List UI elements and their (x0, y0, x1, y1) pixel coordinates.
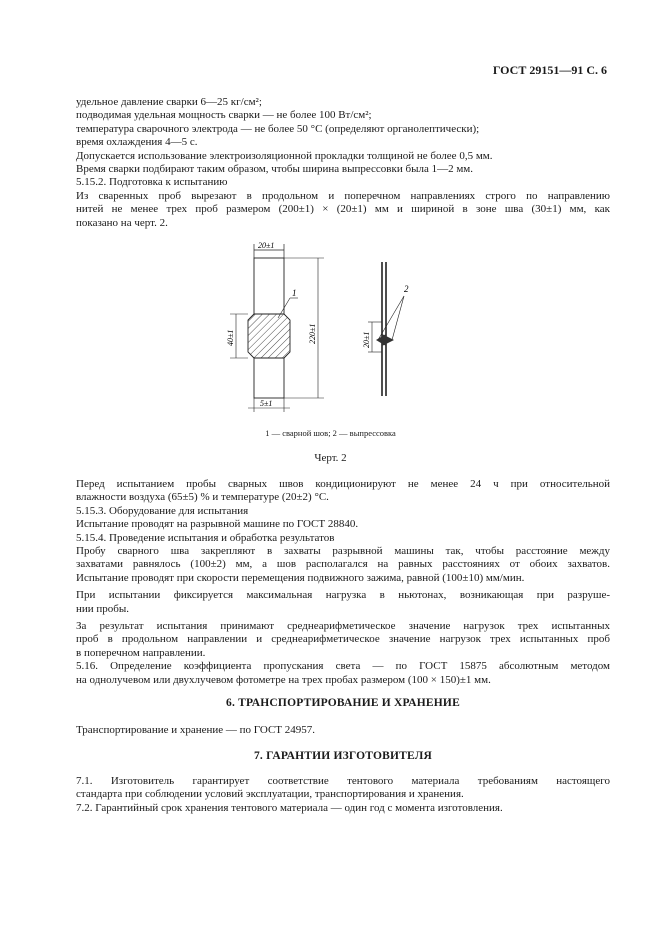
subsection-heading: 5.15.4. Проведение испытания и обработка результатов (76, 531, 335, 544)
callout-1: 1 (292, 288, 297, 298)
text-line: нии пробы. (76, 602, 130, 615)
text-line: Из сваренных проб вырезают в продольном и поперечном направлениях строго по направлению (76, 189, 610, 202)
text-line: Испытание проводят при скорости перемещения подвижного зажима, равной (100±10) мм/мин. (76, 571, 525, 584)
dim-side-label: 20±1 (362, 331, 371, 348)
subsection-heading: 5.15.2. Подготовка к испытанию (76, 176, 228, 189)
text-line: удельное давление сварки 6—25 кг/см²; (76, 96, 262, 108)
text-line: в поперечном направлении. (76, 646, 206, 659)
text-line: температура сварочного электрода — не более 50 °С (определяют органолептически); (76, 122, 480, 135)
text-line: на однолучевом или двухлучевом фотометре на трех пробах размером (100 × 150)±1 мм. (76, 673, 491, 686)
figure-legend: 1 — сварной шов; 2 — выпрессовка (265, 428, 396, 438)
section-7-block (76, 775, 610, 815)
dim-left-label: 40±1 (226, 329, 235, 346)
testing-block (76, 478, 610, 687)
text-line: Допускается использование электроизоляционной прокладки толщиной не более 0,5 мм. (76, 149, 493, 162)
specimen-drawing-svg (220, 236, 440, 446)
text-line: Пробу сварного шва закрепляют в захваты разрывной машины так, чтобы расстояние между (76, 545, 610, 558)
section-6-text: Транспортирование и хранение — по ГОСТ 24957. (76, 724, 316, 736)
section-6-title: 6. ТРАНСПОРТИРОВАНИЕ И ХРАНЕНИЕ (226, 697, 460, 709)
text-line: время охлаждения 4—5 с. (76, 136, 198, 149)
specimen-drawing (220, 236, 440, 446)
text-line: проб в продольном направлении и среднеарифметическое значение нагрузок трех испытанных проб (76, 633, 610, 646)
text-line: 7.2. Гарантийный срок хранения тентового материала — один год с момента изготовления. (76, 801, 503, 814)
text-line: нитей не менее трех проб размером (200±1) × (20±1) мм и шириной в зоне шва (30±1) мм, как (76, 203, 610, 216)
text-line: Время сварки подбирают таким образом, чтобы ширина выпрессовки была 1—2 мм. (76, 163, 474, 176)
weld-seam (248, 314, 290, 358)
text-line: 5.16. Определение коэффициента пропускания света — по ГОСТ 15875 абсолютным методом (76, 660, 610, 673)
figure-number: Черт. 2 (314, 452, 347, 464)
welding-params-block (76, 96, 610, 230)
section-7-title: 7. ГАРАНТИИ ИЗГОТОВИТЕЛЯ (253, 750, 433, 762)
specimen-upper-strip (254, 258, 284, 314)
specimen-lower-strip (254, 358, 284, 398)
text-line: захватами равнялось (100±2) мм, а шов располагался на равных расстояниях от обоих захватов. (76, 558, 610, 571)
dim-bottom-label: 5±1 (260, 399, 273, 408)
dim-length-label: 220±1 (308, 323, 317, 344)
text-line: За результат испытания принимают среднеарифметическое значение нагрузок трех испытанных (76, 620, 610, 633)
text-line: Перед испытанием пробы сварных швов кондиционируют не менее 24 ч при относительной (76, 478, 610, 490)
subsection-heading: 5.15.3. Оборудование для испытания (76, 504, 249, 517)
text-line: показано на черт. 2. (76, 216, 168, 229)
text-line: Испытание проводят на разрывной машине по ГОСТ 28840. (76, 518, 359, 531)
page-header: ГОСТ 29151—91 С. 6 (492, 63, 607, 77)
dim-top-label: 20±1 (258, 241, 275, 250)
text-line: подводимая удельная мощность сварки — не более 100 Вт/см²; (76, 109, 372, 122)
text-line: влажности воздуха (65±5) % и температуре (20±2) °С. (76, 491, 329, 504)
callout-2: 2 (404, 284, 409, 294)
text-line: стандарта при соблюдении условий эксплуатации, транспортирования и хранения. (76, 788, 464, 801)
text-line: 7.1. Изготовитель гарантирует соответствие тентового материала требованиям настоящего (76, 775, 610, 787)
text-line: При испытании фиксируется максимальная нагрузка в ньютонах, возникающая при разруше- (76, 589, 610, 602)
